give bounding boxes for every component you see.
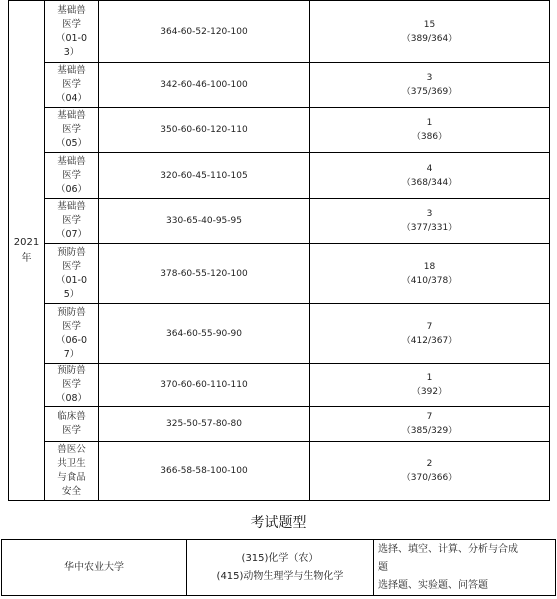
- year-cell: 2021 年: [9, 1, 45, 501]
- exam-subjects: (315)化学（农） (415)动物生理学与生物化学: [216, 552, 344, 582]
- score-line-cell: 364-60-55-90-90: [99, 304, 310, 364]
- admission-cell: [310, 244, 550, 304]
- admission-cell: [310, 63, 550, 108]
- admission-cell: [310, 442, 550, 501]
- major-cell: 预防兽 医学 （06-0 7）: [45, 304, 99, 364]
- major-cell: 预防兽 医学 （01-0 5）: [45, 244, 99, 304]
- admission-cell: [310, 1, 550, 63]
- admission-cell: [310, 108, 550, 153]
- score-line-cell: 378-60-55-120-100: [99, 244, 310, 304]
- admitted-count: 15: [423, 19, 436, 30]
- score-range: （377/331）: [401, 223, 458, 233]
- admission-cell: [310, 364, 550, 407]
- score-range: （368/344）: [401, 177, 458, 188]
- admitted-count: 18: [423, 261, 436, 272]
- exam-section-title: 考试题型: [250, 515, 307, 531]
- score-row: [9, 153, 550, 199]
- score-row: [9, 407, 550, 442]
- admitted-count: 3: [426, 209, 433, 219]
- score-range: （389/364）: [401, 33, 458, 44]
- score-row: [9, 199, 550, 244]
- score-line-cell: 320-60-45-110-105: [99, 153, 310, 199]
- admitted-count: 4: [426, 163, 433, 174]
- score-line-cell: 325-50-57-80-80: [99, 407, 310, 442]
- major-cell: 兽医公 共卫生 与食品 安全: [45, 442, 99, 501]
- admitted-count: 3: [426, 73, 433, 83]
- score-row: [9, 304, 550, 364]
- question-types: 选择、填空、计算、分析与合成 题 选择题、实验题、问答题: [378, 543, 518, 591]
- score-range: （375/369）: [401, 87, 458, 97]
- admission-cell: [310, 153, 550, 199]
- exam-row: [2, 540, 556, 596]
- score-line-cell: 364-60-52-120-100: [99, 1, 310, 63]
- score-range: （412/367）: [401, 335, 458, 346]
- major-cell: 基础兽 医学 （01-0 3）: [45, 1, 99, 63]
- major-cell: 基础兽 医学 （05）: [45, 108, 99, 153]
- score-range: （370/366）: [401, 473, 458, 483]
- admitted-count: 1: [426, 118, 433, 128]
- admission-cell: [310, 304, 550, 364]
- university-name: 华中农业大学: [64, 561, 124, 573]
- score-range: （386）: [411, 132, 448, 142]
- admission-cell: [310, 199, 550, 244]
- admitted-count: 2: [426, 459, 433, 469]
- major-cell: 预防兽 医学 （08）: [45, 364, 99, 407]
- score-row: [9, 244, 550, 304]
- admitted-count: 7: [426, 321, 433, 332]
- score-line-cell: 366-58-58-100-100: [99, 442, 310, 501]
- score-range: （385/329）: [401, 426, 458, 436]
- admitted-count: 1: [426, 373, 433, 383]
- score-row: [9, 108, 550, 153]
- score-range: （410/378）: [401, 275, 458, 286]
- score-line-cell: 330-65-40-95-95: [99, 199, 310, 244]
- score-line-cell: 350-60-60-120-110: [99, 108, 310, 153]
- score-line-cell: 370-60-60-110-110: [99, 364, 310, 407]
- score-row: [9, 1, 550, 63]
- major-cell: 基础兽 医学 （04）: [45, 63, 99, 108]
- admission-cell: [310, 407, 550, 442]
- score-row: [9, 63, 550, 108]
- major-cell: 基础兽 医学 （07）: [45, 199, 99, 244]
- question-types-cell: [374, 540, 556, 596]
- exam-table: [1, 539, 556, 596]
- score-row: [9, 364, 550, 407]
- score-row: [9, 442, 550, 501]
- major-cell: 临床兽 医学: [45, 407, 99, 442]
- subjects-cell: [187, 540, 374, 596]
- score-table: [8, 0, 550, 501]
- university-cell: [2, 540, 187, 596]
- major-cell: 基础兽 医学 （06）: [45, 153, 99, 199]
- score-range: （392）: [411, 387, 448, 397]
- score-line-cell: 342-60-46-100-100: [99, 63, 310, 108]
- admitted-count: 7: [426, 412, 433, 422]
